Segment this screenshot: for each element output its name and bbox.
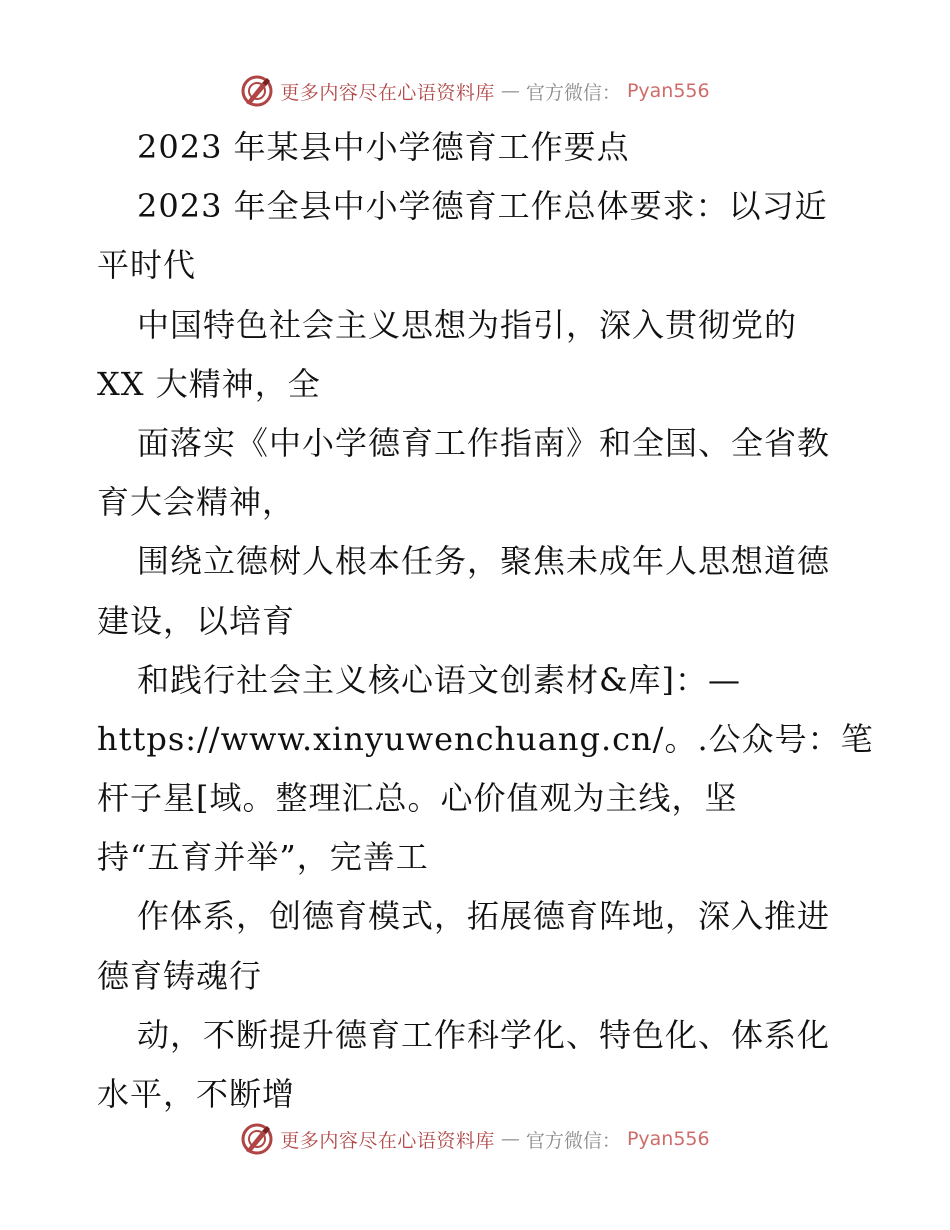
footer-watermark xyxy=(0,1122,950,1156)
watermark-account: Pyan556 xyxy=(626,1128,710,1150)
paragraph-line: 平时代 xyxy=(97,246,197,285)
watermark-brand: 更多内容尽在心语资料库 xyxy=(280,1129,495,1152)
paragraph-line: 和践行社会主义核心语文创素材&库]：— xyxy=(137,660,741,699)
paragraph-line: 作体系，创德育模式，拓展德育阵地，深入推进 xyxy=(137,897,831,936)
watermark-brand: 更多内容尽在心语资料库 xyxy=(280,81,495,104)
watermark-channel: 官方微信： xyxy=(525,1129,621,1152)
paragraph-line: 育大会精神， xyxy=(97,483,296,522)
paragraph-line: XX 大精神，全 xyxy=(97,364,321,403)
paragraph-line: 围绕立德树人根本任务，聚焦未成年人思想道德 xyxy=(137,542,831,581)
pen-logo-icon xyxy=(240,74,274,108)
paragraph-line: 建设，以培育 xyxy=(97,601,296,640)
pen-logo-icon xyxy=(240,1122,274,1156)
watermark-channel: 官方微信： xyxy=(525,81,621,104)
header-watermark xyxy=(0,74,950,108)
paragraph-line: 水平，不断增 xyxy=(97,1075,296,1113)
paragraph-line: 动，不断提升德育工作科学化、特色化、体系化 xyxy=(137,1015,831,1054)
paragraph-line: 持“五育并举”，完善工 xyxy=(97,838,429,877)
paragraph-line: 面落实《中小学德育工作指南》和全国、全省教 xyxy=(137,423,831,462)
watermark-dash: — xyxy=(500,1128,520,1150)
paragraph-line: 2023 年全县中小学德育工作总体要求：以习近 xyxy=(137,187,828,226)
paragraph-line: 杆子星[域。整理汇总。心价值观为主线，坚 xyxy=(97,779,738,818)
paragraph-line: https://www.xinyuwenchuang.cn/。.公众号：笔 xyxy=(97,719,874,758)
watermark-dash: — xyxy=(500,80,520,102)
document-title: 2023 年某县中小学德育工作要点 xyxy=(137,128,630,166)
paragraph-line: 中国特色社会主义思想为指引，深入贯彻党的 xyxy=(137,305,798,344)
document-body xyxy=(97,122,874,1128)
watermark-account: Pyan556 xyxy=(626,80,710,102)
paragraph-line: 德育铸魂行 xyxy=(97,956,263,995)
